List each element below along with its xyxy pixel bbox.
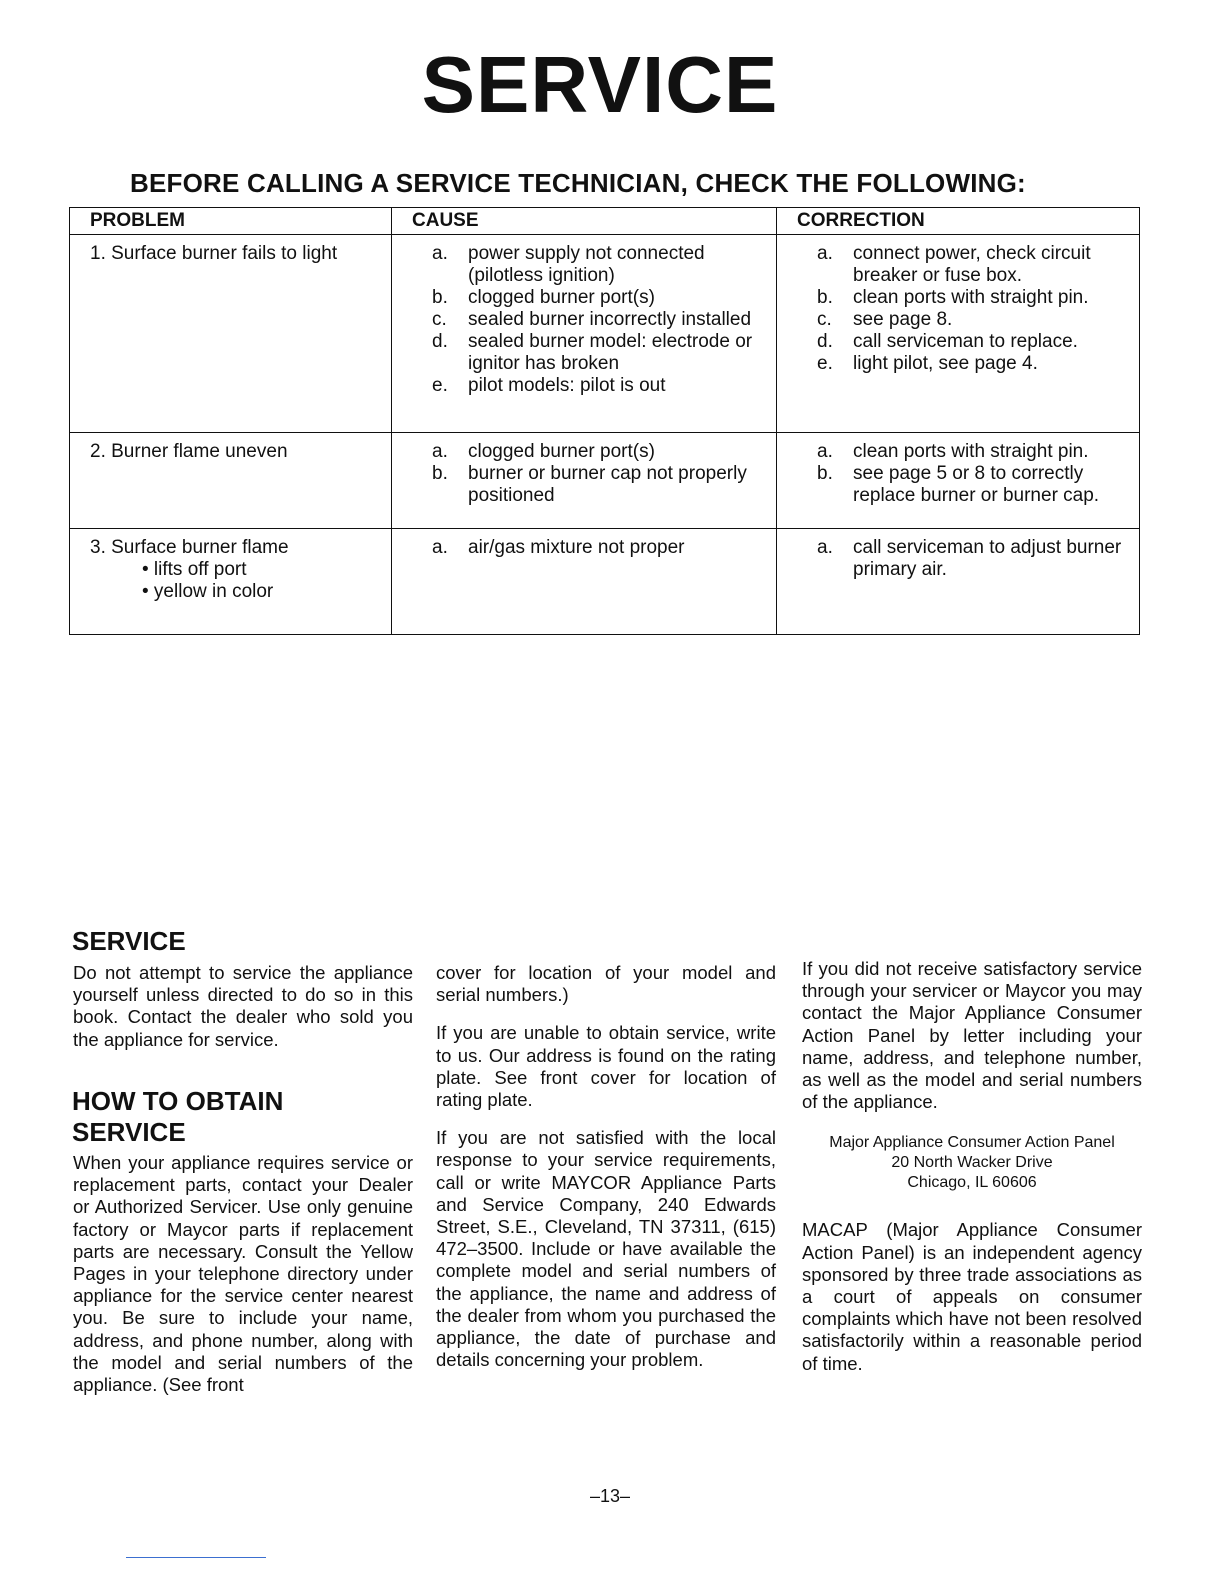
cause-item bbox=[412, 309, 766, 331]
cause-item bbox=[412, 243, 766, 287]
item-text: call serviceman to adjust burner primary air. bbox=[853, 537, 1122, 580]
page-subtitle: BEFORE CALLING A SERVICE TECHNICIAN, CHECK THE FOLLOWING: bbox=[130, 168, 1026, 198]
cause-cell bbox=[392, 235, 777, 433]
item-text: sealed burner model: electrode or ignitor has broken bbox=[468, 331, 753, 374]
how-to-heading-line1: HOW TO OBTAIN bbox=[72, 1086, 284, 1116]
address-line-2: 20 North Wacker Drive bbox=[891, 1154, 1053, 1172]
cause-item bbox=[412, 375, 766, 397]
cause-item bbox=[412, 287, 766, 309]
item-text: call serviceman to replace. bbox=[853, 331, 1078, 352]
table-row bbox=[70, 529, 1140, 635]
item-text: clogged burner port(s) bbox=[468, 441, 655, 462]
address-line-1: Major Appliance Consumer Action Panel bbox=[829, 1134, 1115, 1152]
right-paragraph-2: MACAP (Major Appliance Consumer Action Panel) is an independent agency sponsored by three trade associations as a court of appeals on consumer complaints which have not been resolved satisfactorily within a reasonable period of time. bbox=[802, 1219, 1142, 1374]
table-header-row bbox=[70, 208, 1140, 235]
item-letter: b. bbox=[817, 463, 833, 484]
item-letter: b. bbox=[432, 287, 448, 308]
correction-cell bbox=[777, 235, 1140, 433]
item-letter: b. bbox=[432, 463, 448, 484]
cause-cell bbox=[392, 433, 777, 529]
problem-text: 1. Surface burner fails to light bbox=[90, 243, 338, 264]
correction-cell bbox=[777, 433, 1140, 529]
item-letter: a. bbox=[432, 441, 448, 462]
cause-item bbox=[412, 463, 766, 507]
item-letter: d. bbox=[817, 331, 833, 352]
item-text: connect power, check circuit breaker or fuse box. bbox=[853, 243, 1091, 286]
item-letter: e. bbox=[817, 353, 833, 374]
item-text: light pilot, see page 4. bbox=[853, 353, 1038, 374]
right-column bbox=[802, 958, 1142, 1391]
how-to-text: When your appliance requires service or replacement parts, contact your Dealer or Authorized Servicer. Use only genuine factory or Maycor parts if replacement parts are necessary. Consult the Yellow Pages in your telephone directory under appliance for the service center nearest you. Be sure to include your name, address, and phone number, along with the model and serial numbers of the appliance. (See front bbox=[73, 1152, 413, 1396]
item-text: clean ports with straight pin. bbox=[853, 287, 1089, 308]
header-cause: CAUSE bbox=[392, 208, 777, 235]
problem-cell bbox=[70, 433, 392, 529]
problem-bullet: • lifts off port bbox=[142, 559, 247, 580]
item-text: clogged burner port(s) bbox=[468, 287, 655, 308]
cause-cell bbox=[392, 529, 777, 635]
middle-column bbox=[436, 962, 776, 1387]
item-letter: a. bbox=[817, 537, 833, 558]
how-to-column bbox=[73, 1152, 413, 1412]
item-text: see page 8. bbox=[853, 309, 953, 330]
troubleshooting-table bbox=[69, 207, 1140, 635]
problem-bullet: • yellow in color bbox=[142, 581, 274, 602]
item-text: burner or burner cap not properly positioned bbox=[468, 463, 747, 506]
correction-item bbox=[797, 463, 1129, 507]
item-letter: c. bbox=[432, 309, 447, 330]
item-text: air/gas mixture not proper bbox=[468, 537, 685, 558]
address-line-3: Chicago, IL 60606 bbox=[907, 1174, 1037, 1192]
macap-address bbox=[802, 1133, 1142, 1193]
item-text: pilot models: pilot is out bbox=[468, 375, 666, 396]
page-number: –13– bbox=[589, 1486, 631, 1506]
problem-text: 2. Burner flame uneven bbox=[90, 441, 288, 462]
how-to-heading bbox=[72, 1086, 283, 1148]
table-row bbox=[70, 235, 1140, 433]
correction-item bbox=[797, 537, 1129, 581]
item-letter: b. bbox=[817, 287, 833, 308]
correction-item bbox=[797, 353, 1129, 375]
correction-cell bbox=[777, 529, 1140, 635]
correction-item bbox=[797, 243, 1129, 287]
item-text: power supply not connected (pilotless ignition) bbox=[468, 243, 705, 286]
correction-item bbox=[797, 441, 1129, 463]
item-text: clean ports with straight pin. bbox=[853, 441, 1089, 462]
problem-text: 3. Surface burner flame bbox=[90, 537, 289, 558]
problem-cell bbox=[70, 235, 392, 433]
cause-item bbox=[412, 331, 766, 375]
correction-item bbox=[797, 331, 1129, 353]
right-paragraph-1: If you did not receive satisfactory service through your servicer or Maycor you may contact the Major Appliance Consumer Action Panel by letter including your name, address, and telephone number, as well as the model and serial numbers of the appliance. bbox=[802, 958, 1142, 1113]
middle-paragraph-3: If you are not satisfied with the local response to your service requirements, call or write MAYCOR Appliance Parts and Service Company, 240 Edwards Street, S.E., Cleveland, TN 37311, (615) 472–3500. Include or have available the complete model and serial numbers of the appliance, the name and address of the dealer from whom you purchased the appliance, the date of purchase and details concerning your problem. bbox=[436, 1127, 776, 1371]
item-letter: a. bbox=[817, 441, 833, 462]
header-correction: CORRECTION bbox=[777, 208, 1140, 235]
item-letter: e. bbox=[432, 375, 448, 396]
correction-item bbox=[797, 287, 1129, 309]
problem-cell bbox=[70, 529, 392, 635]
correction-item bbox=[797, 309, 1129, 331]
item-letter: a. bbox=[432, 243, 448, 264]
item-letter: c. bbox=[817, 309, 832, 330]
table-row bbox=[70, 433, 1140, 529]
item-text: see page 5 or 8 to correctly replace burner or burner cap. bbox=[853, 463, 1100, 506]
cause-item bbox=[412, 441, 766, 463]
page-title: SERVICE bbox=[421, 40, 779, 129]
middle-paragraph-2: If you are unable to obtain service, write to us. Our address is found on the rating plate. See front cover for location of rating plate. bbox=[436, 1022, 776, 1111]
item-letter: d. bbox=[432, 331, 448, 352]
service-column bbox=[73, 962, 413, 1067]
service-text: Do not attempt to service the appliance yourself unless directed to do so in this book. Contact the dealer who sold you the appliance for service. bbox=[73, 962, 413, 1050]
middle-paragraph-1: cover for location of your model and serial numbers.) bbox=[436, 962, 776, 1006]
footer-rule bbox=[126, 1557, 266, 1558]
item-letter: a. bbox=[432, 537, 448, 558]
item-letter: a. bbox=[817, 243, 833, 264]
service-heading: SERVICE bbox=[72, 926, 186, 956]
item-text: sealed burner incorrectly installed bbox=[468, 309, 752, 330]
header-problem: PROBLEM bbox=[70, 208, 392, 235]
cause-item bbox=[412, 537, 766, 559]
how-to-heading-line2: SERVICE bbox=[72, 1117, 186, 1147]
